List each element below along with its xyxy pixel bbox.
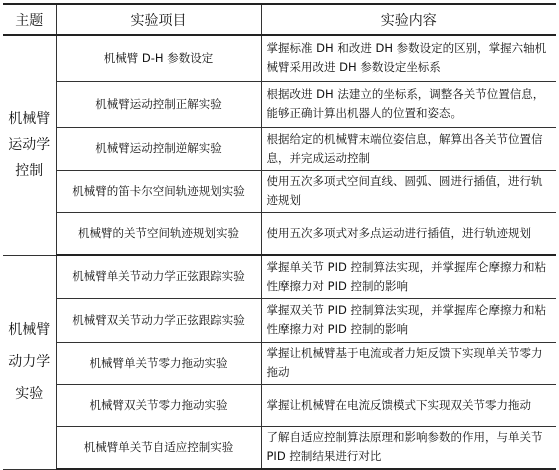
table-row	[3, 127, 556, 170]
content-cell: 根据改进 DH 法建立的坐标系，调整各关节位置信息，能够正确计算出机器人的位置和姿态。	[261, 81, 556, 127]
table-row	[3, 212, 556, 255]
table-row	[3, 81, 556, 127]
content-cell: 掌握让机械臂基于电流或者力矩反馈下实现单关节零力拖动	[261, 342, 556, 384]
item-cell: 机械臂单关节自适应控制实验	[56, 426, 261, 469]
table-row	[3, 170, 556, 212]
content-cell: 掌握让机械臂在电流反馈模式下实现双关节零力拖动	[261, 384, 556, 426]
content-cell: 了解自适应控制算法原理和影响参数的作用，与单关节PID 控制结果进行对比	[261, 426, 556, 469]
item-cell: 机械臂运动控制正解实验	[56, 81, 261, 127]
header-content: 实验内容	[261, 4, 556, 35]
topic-line: 机械臂	[8, 322, 51, 338]
table-row	[3, 35, 556, 81]
header-row	[3, 4, 556, 35]
table-row	[3, 255, 556, 298]
item-cell: 机械臂双关节动力学正弦跟踪实验	[56, 298, 261, 342]
table-row	[3, 426, 556, 469]
topic-line: 实验	[15, 386, 44, 402]
item-cell: 机械臂的笛卡尔空间轨迹规划实验	[56, 170, 261, 212]
topic-cell-kinematics	[3, 35, 56, 255]
content-cell: 使用五次多项式空间直线、圆弧、圆进行插值，进行轨迹规划	[261, 170, 556, 212]
header-item: 实验项目	[56, 4, 261, 35]
content-cell: 掌握单关节 PID 控制算法实现，并掌握库仑摩擦力和粘性摩擦力对 PID 控制的影响	[261, 255, 556, 298]
content-cell: 掌握双关节 PID 控制算法实现，并掌握库仑摩擦力和粘性摩擦力对 PID 控制的影响	[261, 298, 556, 342]
topic-cell-dynamics	[3, 255, 56, 469]
topic-line: 机械臂	[8, 111, 51, 128]
item-cell: 机械臂 D-H 参数设定	[56, 35, 261, 81]
topic-line: 运动学	[8, 137, 51, 154]
item-cell: 机械臂双关节零力拖动实验	[56, 384, 261, 426]
content-cell: 根据给定的机械臂末端位姿信息，解算出各关节位置信息，并完成运动控制	[261, 127, 556, 170]
table-row	[3, 298, 556, 342]
content-cell: 使用五次多项式对多点运动进行插值，进行轨迹规划	[261, 212, 556, 255]
experiment-table	[3, 3, 556, 470]
topic-line: 动力学	[8, 354, 51, 370]
item-cell: 机械臂的关节空间轨迹规划实验	[56, 212, 261, 255]
header-topic: 主题	[3, 4, 56, 35]
table-row	[3, 384, 556, 426]
content-cell: 掌握标准 DH 和改进 DH 参数设定的区别，掌握六轴机械臂采用改进 DH 参数设定坐标系	[261, 35, 556, 81]
table-row	[3, 342, 556, 384]
item-cell: 机械臂单关节零力拖动实验	[56, 342, 261, 384]
item-cell: 机械臂运动控制逆解实验	[56, 127, 261, 170]
topic-line: 控制	[15, 163, 44, 180]
item-cell: 机械臂单关节动力学正弦跟踪实验	[56, 255, 261, 298]
